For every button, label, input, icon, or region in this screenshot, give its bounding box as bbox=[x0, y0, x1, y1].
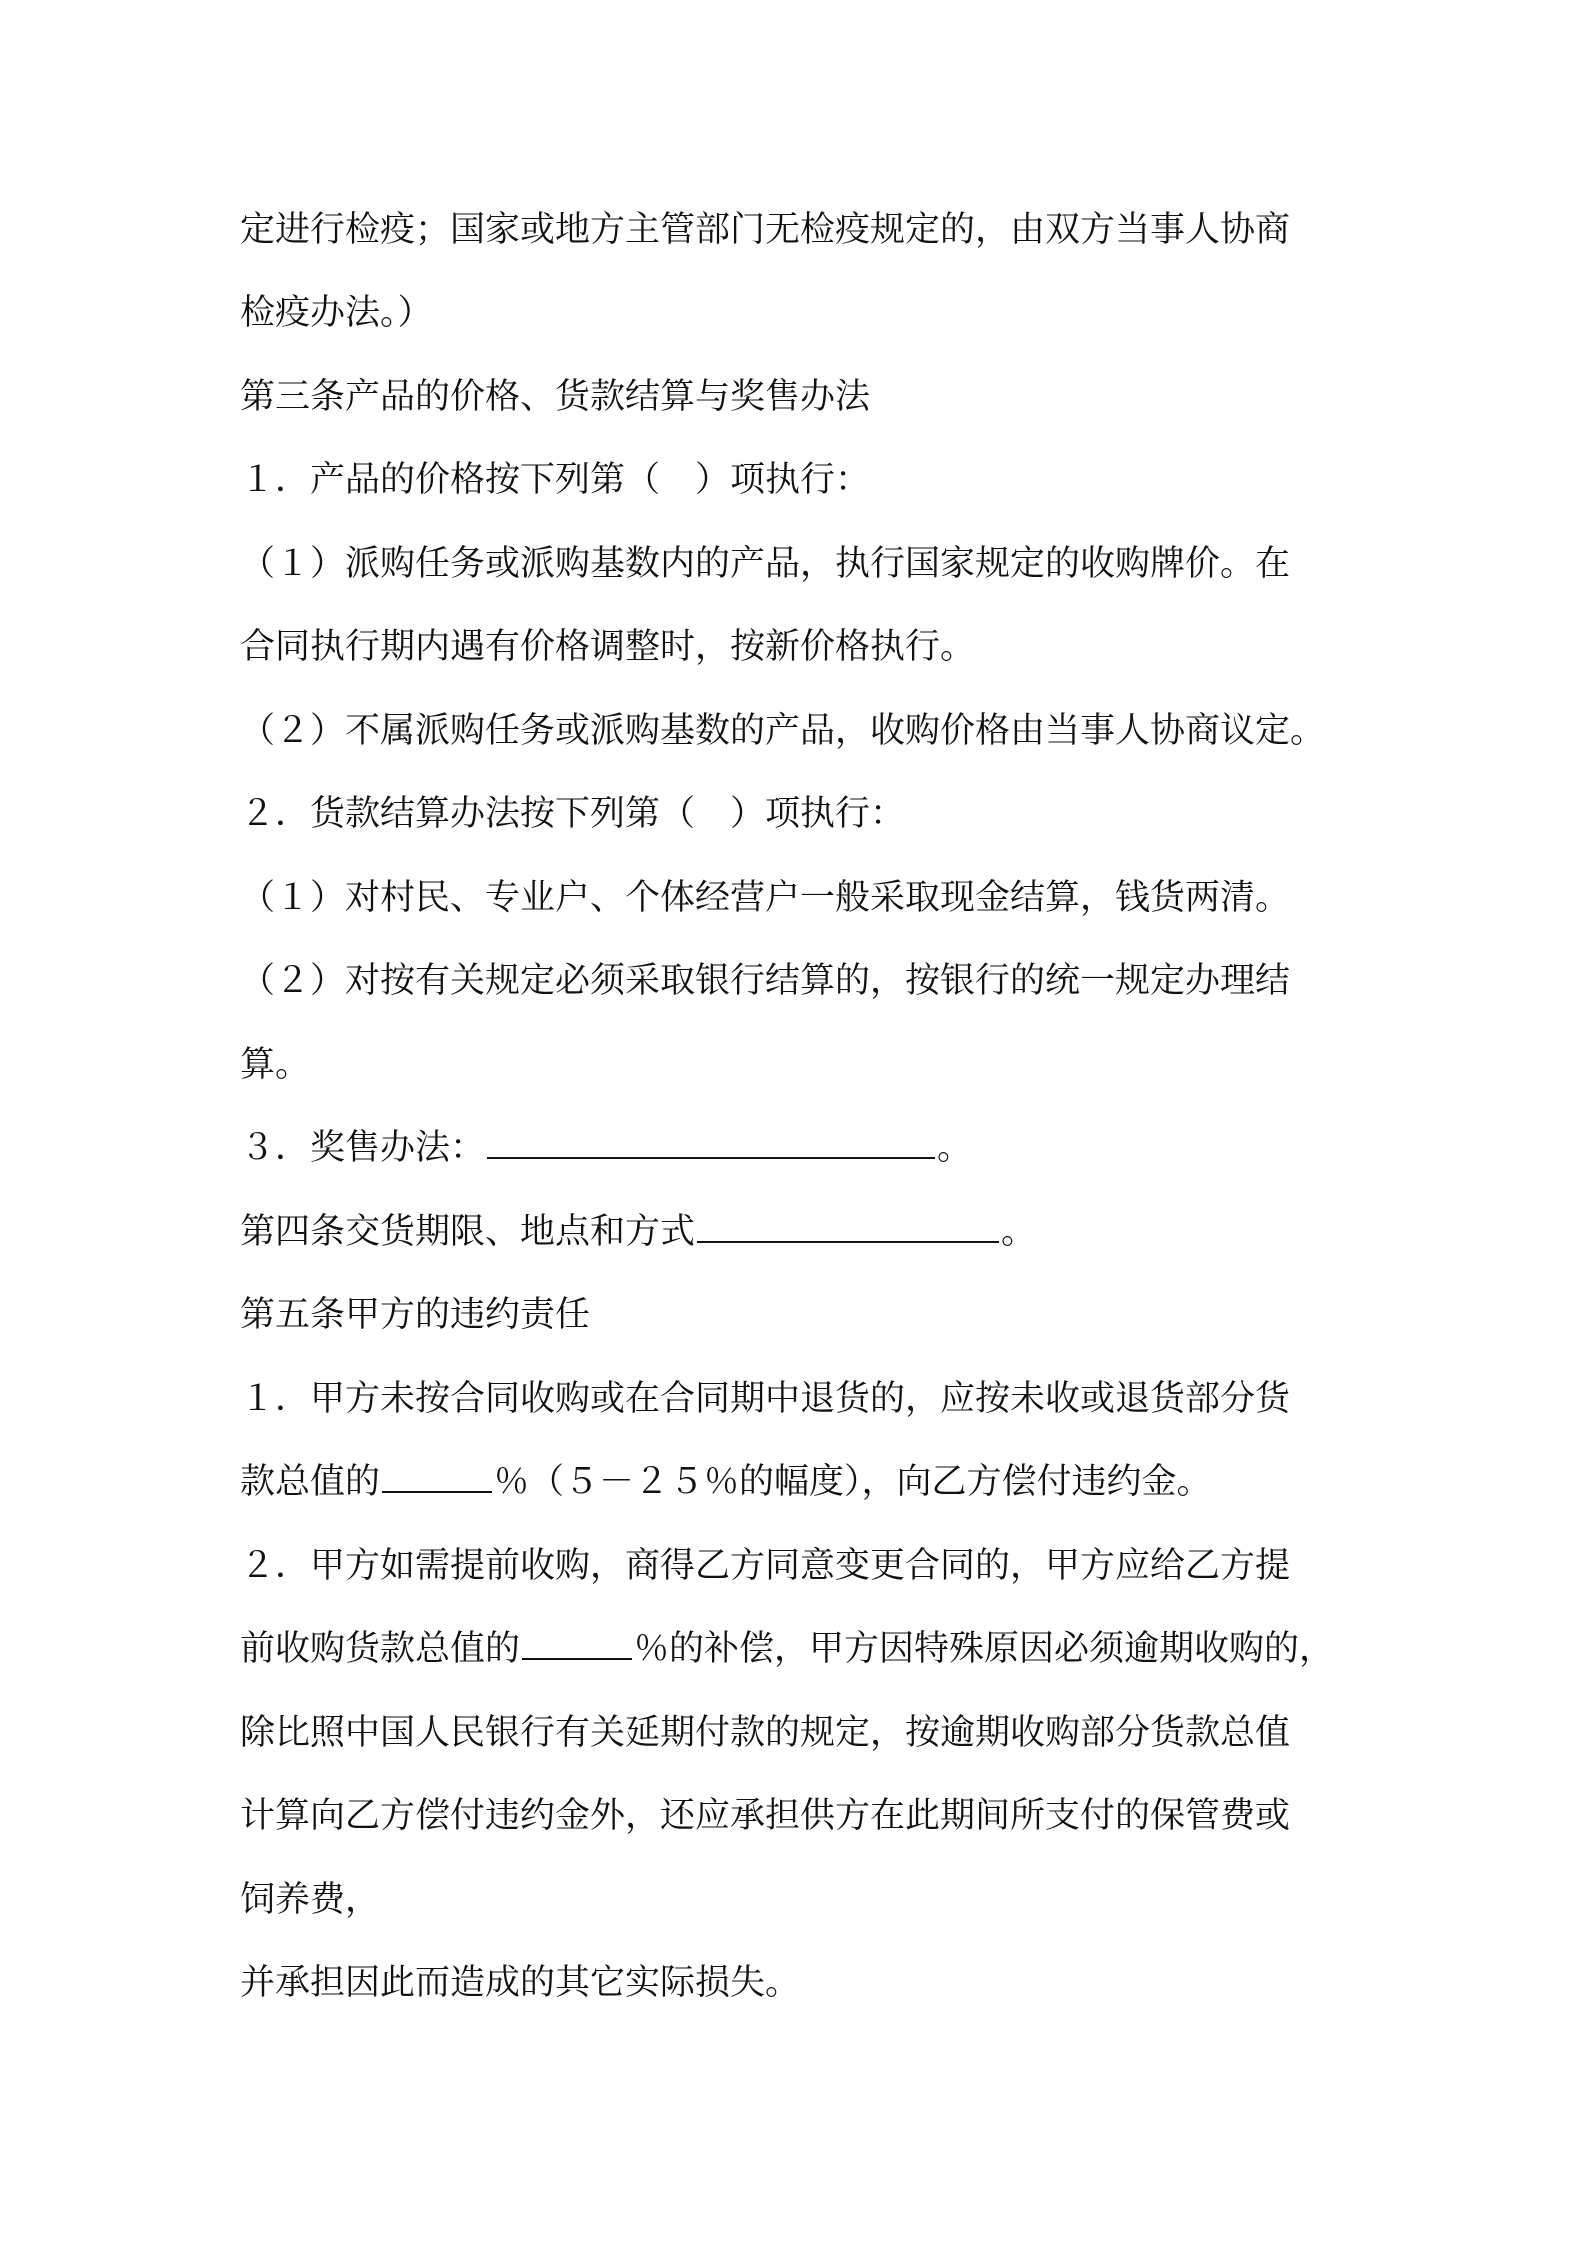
text-line bbox=[240, 605, 975, 689]
line-text: （２）不属派购任务或派购基数的产品，收购价格由当事人协商议定。 bbox=[240, 711, 1326, 751]
text-line bbox=[240, 1023, 310, 1107]
line-text: ％（５－２５％的幅度），向乙方偿付违约金。 bbox=[494, 1462, 1212, 1502]
fill-in-blank[interactable] bbox=[487, 1111, 935, 1159]
line-text: 除比照中国人民银行有关延期付款的规定，按逾期收购部分货款总值 bbox=[240, 1713, 1291, 1753]
line-text: （１）对村民、专业户、个体经营户一般采取现金结算，钱货两清。 bbox=[240, 878, 1291, 918]
text-line bbox=[240, 522, 1290, 606]
text-line bbox=[240, 1858, 380, 1942]
fill-in-blank[interactable] bbox=[382, 1445, 492, 1493]
line-text: ２．货款结算办法按下列第（ ）项执行： bbox=[240, 794, 906, 834]
line-text: １．甲方未按合同收购或在合同期中退货的，应按未收或退货部分货 bbox=[240, 1379, 1291, 1419]
text-line bbox=[240, 939, 1290, 1023]
line-text: 饲养费， bbox=[240, 1880, 381, 1920]
section-heading-text: 第五条甲方的违约责任 bbox=[240, 1295, 591, 1335]
line-text: 。 bbox=[1001, 1212, 1037, 1252]
text-line bbox=[240, 1106, 972, 1190]
text-line bbox=[240, 1524, 1290, 1608]
line-text: 款总值的 bbox=[240, 1462, 381, 1502]
text-line bbox=[240, 1941, 800, 2025]
section-heading-text: 第四条交货期限、地点和方式 bbox=[240, 1212, 696, 1252]
text-line bbox=[240, 1691, 1290, 1775]
line-text: 。 bbox=[937, 1128, 973, 1168]
text-line bbox=[240, 438, 870, 522]
text-line bbox=[240, 271, 433, 355]
line-text: ％的补偿，甲方因特殊原因必须逾期收购的， bbox=[634, 1629, 1335, 1669]
fill-in-blank[interactable] bbox=[697, 1195, 999, 1243]
line-text: 并承担因此而造成的其它实际损失。 bbox=[240, 1963, 801, 2003]
text-line bbox=[240, 188, 1290, 272]
line-text: ２．甲方如需提前收购，商得乙方同意变更合同的，甲方应给乙方提 bbox=[240, 1546, 1291, 1586]
text-line bbox=[240, 772, 905, 856]
line-text: 合同执行期内遇有价格调整时，按新价格执行。 bbox=[240, 627, 976, 667]
section-heading bbox=[240, 1190, 1036, 1274]
line-text: （２）对按有关规定必须采取银行结算的，按银行的统一规定办理结 bbox=[240, 961, 1291, 1001]
section-heading bbox=[240, 1273, 590, 1357]
line-text: （１）派购任务或派购基数内的产品，执行国家规定的收购牌价。在 bbox=[240, 544, 1291, 584]
line-text: 检疫办法。） bbox=[240, 293, 433, 333]
line-text: 定进行检疫；国家或地方主管部门无检疫规定的，由双方当事人协商 bbox=[240, 210, 1291, 250]
text-line bbox=[240, 1357, 1290, 1441]
text-line bbox=[240, 856, 1290, 940]
line-text: 计算向乙方偿付违约金外，还应承担供方在此期间所支付的保管费或 bbox=[240, 1796, 1291, 1836]
text-line bbox=[240, 1440, 1212, 1524]
text-line bbox=[240, 1774, 1290, 1858]
line-text: 前收购货款总值的 bbox=[240, 1629, 521, 1669]
line-text: 算。 bbox=[240, 1045, 311, 1085]
line-text: ３．奖售办法： bbox=[240, 1128, 486, 1168]
text-line bbox=[240, 689, 1325, 773]
section-heading-text: 第三条产品的价格、货款结算与奖售办法 bbox=[240, 377, 871, 417]
line-text: １．产品的价格按下列第（ ）项执行： bbox=[240, 460, 871, 500]
section-heading bbox=[240, 355, 870, 439]
fill-in-blank[interactable] bbox=[522, 1612, 632, 1660]
text-line bbox=[240, 1607, 1334, 1691]
